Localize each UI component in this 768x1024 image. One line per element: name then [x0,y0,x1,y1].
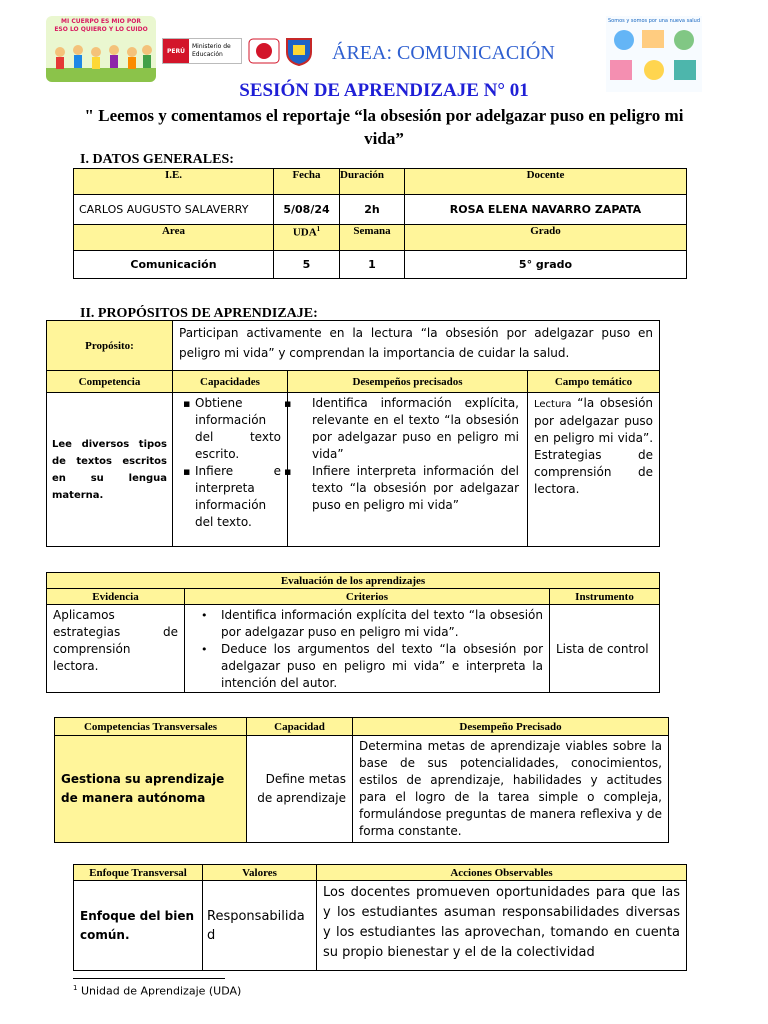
semana-value: 1 [340,251,405,279]
children-icon [46,38,156,82]
valores-value: Responsabilidad [203,881,317,971]
header-instrumento: Instrumento [550,589,660,605]
instrumento-value: Lista de control [550,605,660,693]
school-logo [46,16,156,82]
campo-lead: Lectura [534,399,572,410]
gov-logo-1 [248,38,280,64]
ie-value: CARLOS AUGUSTO SALAVERRY [74,195,274,225]
duracion-value: 2h [340,195,405,225]
campo-text: “la obsesión por adelgazar puso en peligro mi vida”. Estrategias de comprensión de lectora. [534,396,654,496]
header-docente: Docente [405,169,687,195]
header-comp-transversales: Competencias Transversales [55,718,247,736]
proposito-text: Participan activamente en la lectura “la obsesión por adelgazar puso en peligro mi vida” y comprendan la importancia de cuidar la salud. [173,321,660,371]
evidencia-value: Aplicamos estrategias de comprensión lectora. [47,605,185,693]
footnote-marker: 1 [316,225,321,233]
enfoque-value: Enfoque del bien común. [74,881,203,971]
acciones-value: Los docentes promueven oportunidades para que las y los estudiantes asuman responsabilidades diversas y los estudiantes las aprovechan, tomando en cuenta su propio bienestar y el de la colectividad [317,881,687,971]
fecha-value: 5/08/24 [274,195,340,225]
datos-generales-table [73,168,687,279]
footnote-text: Unidad de Aprendizaje (UDA) [77,984,242,998]
desempeno-item: ▪ Identifica información explícita, relevante en el texto “la obsesión por adelgazar puso en peligro mi vida” [282,395,519,463]
header-acciones: Acciones Observables [317,865,687,881]
session-subtitle: " Leemos y comentamos el reportaje “la obsesión por adelgazar puso en peligro mi vida” [84,106,684,148]
gov-logo-2 [284,36,314,66]
crest-icon [248,38,280,64]
header-valores: Valores [203,865,317,881]
header-campo: Campo temático [528,371,660,393]
header-duracion: Duración [340,169,405,195]
logo-left-text: MI CUERPO ES MIO POR ESO LO QUIERO Y LO CUIDO [54,18,148,33]
criterio-item: • Identifica información explícita del texto “la obsesión por adelgazar puso en peligro mi vida”. [199,607,543,641]
desempeno-item: ▪ Infiere interpreta información del texto “la obsesión por adelgazar puso en peligro mi vida” [282,463,519,514]
header-area: Area [74,225,274,251]
competencia-value: Lee diversos tipos de textos escritos en su lengua materna. [47,393,173,547]
evaluacion-table [46,572,660,693]
capacidad-value: Define metas de aprendizaje [247,736,353,843]
area-title: ÁREA: COMUNICACIÓN [332,42,555,64]
header-competencia: Competencia [47,371,173,393]
header-desempeno-precisado: Desempeño Precisado [353,718,669,736]
footnote [73,984,241,998]
header-ie: I.E. [74,169,274,195]
header-fecha: Fecha [274,169,340,195]
header-enfoque: Enfoque Transversal [74,865,203,881]
capacidad-item: ▪ Infiere e interpreta información del texto. [181,463,281,531]
enfoque-table [73,864,687,971]
header-desempenos: Desempeños precisados [288,371,528,393]
header-grado: Grado [405,225,687,251]
proposito-label: Propósito: [47,321,173,371]
section1-heading: I. DATOS GENERALES: [80,152,234,167]
banner-text: Somos y somos por una nueva salud [608,18,700,24]
header-capacidades: Capacidades [173,371,288,393]
header-capacidad: Capacidad [247,718,353,736]
shield-icon [284,36,314,66]
criterio-item: • Deduce los argumentos del texto “la obsesión por adelgazar puso en peligro mi vida” e interpreta la intención del autor. [199,641,543,692]
comp-transversal-value: Gestiona su aprendizaje de manera autónoma [55,736,247,843]
criterios-cell [185,605,550,693]
peru-badge: PERÚ [163,39,189,63]
campo-cell [528,393,660,547]
session-title: SESIÓN DE APRENDIZAJE N° 01 [239,80,529,101]
header-semana: Semana [340,225,405,251]
ministry-text: Ministerio de Educación [192,43,231,58]
evaluacion-title: Evaluación de los aprendizajes [47,573,660,589]
grado-value: 5° grado [405,251,687,279]
footnote-number: 1 [73,984,78,992]
footnote-rule [73,978,225,979]
ministry-logo [162,38,242,64]
header-criterios: Criterios [185,589,550,605]
area-value: Comunicación [74,251,274,279]
uda-value: 5 [274,251,340,279]
transversales-table [54,717,669,843]
capacidades-cell [173,393,288,547]
header-evidencia: Evidencia [47,589,185,605]
header-uda: UDA$^1$ [274,225,340,251]
section2-heading: II. PROPÓSITOS DE APRENDIZAJE: [80,306,318,321]
capacidad-item: ▪ Obtiene información del texto escrito. [181,395,281,463]
desempenos-cell [288,393,528,547]
propositos-table [46,320,660,547]
desempeno-precisado-value: Determina metas de aprendizaje viables sobre la base de sus potencialidades, conocimientos, estilos de aprendizaje, habilidades y actitudes para el logro de la tarea simple o compleja, formulándose preguntas de manera reflexiva y de forma constante. [353,736,669,843]
docente-value: ROSA ELENA NAVARRO ZAPATA [405,195,687,225]
